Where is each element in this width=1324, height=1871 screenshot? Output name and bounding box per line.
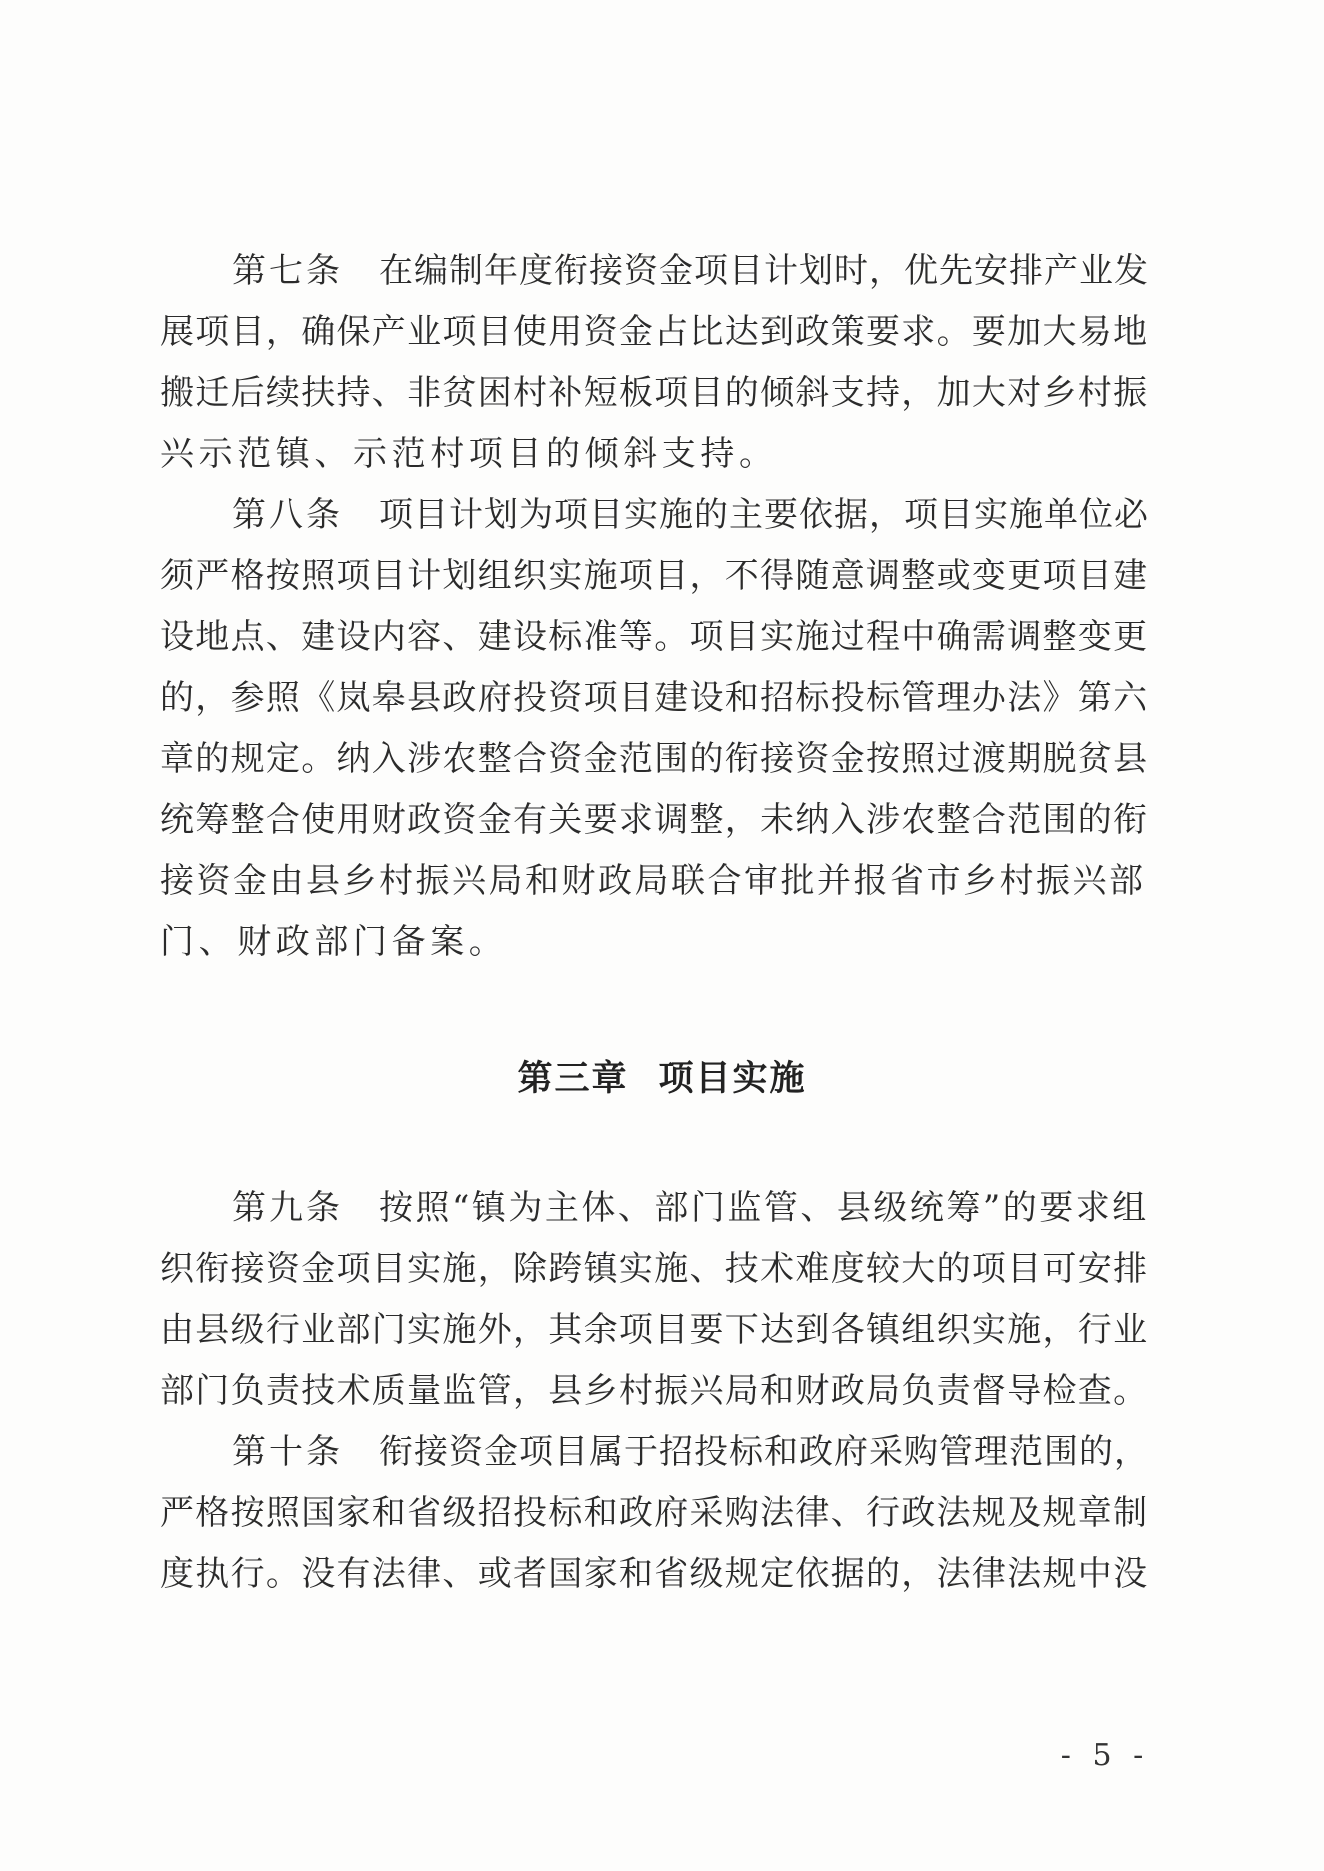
article-8-text: 项目计划为项目实施的主要依据，项目实施单位必 [379,495,1149,535]
article-8-line-3: 设地点、建设内容、建设标准等。项目实施过程中确需调整变更 [160,617,1149,657]
article-9-line-2: 织衔接资金项目实施，除跨镇实施、技术难度较大的项目可安排 [160,1249,1149,1289]
chapter-heading [0,1057,1324,1101]
chapter-number: 第三章 [517,1059,629,1099]
article-7-line-4: 兴示范镇、示范村项目的倾斜支持。 [160,434,778,474]
article-8-line-4: 的，参照《岚皋县政府投资项目建设和招标投标管理办法》第六 [160,678,1149,718]
article-7-line-1 [232,250,1150,292]
article-10-line-1 [232,1431,1150,1473]
article-8-label: 第八条 [232,495,343,535]
article-7-text: 在编制年度衔接资金项目计划时，优先安排产业发 [379,251,1149,291]
article-8-line-1 [232,494,1150,536]
article-9-line-4: 部门负责技术质量监管，县乡村振兴局和财政局负责督导检查。 [160,1371,1149,1411]
article-10-line-3: 度执行。没有法律、或者国家和省级规定依据的，法律法规中没 [160,1554,1149,1594]
chapter-title: 项目实施 [658,1059,807,1099]
article-7-line-2: 展项目，确保产业项目使用资金占比达到政策要求。要加大易地 [160,312,1149,352]
article-8-line-8: 门、财政部门备案。 [160,922,508,962]
article-10-text: 衔接资金项目属于招投标和政府采购管理范围的， [379,1432,1149,1472]
article-9-text: 按照“镇为主体、部门监管、县级统筹”的要求组 [379,1188,1149,1228]
article-7-label: 第七条 [232,251,343,291]
article-9-line-1 [232,1187,1150,1229]
article-7-line-3: 搬迁后续扶持、非贫困村补短板项目的倾斜支持，加大对乡村振 [160,373,1149,413]
article-8-line-5: 章的规定。纳入涉农整合资金范围的衔接资金按照过渡期脱贫县 [160,739,1149,779]
page-number: - 5 - [1060,1738,1150,1773]
article-10-line-2: 严格按照国家和省级招投标和政府采购法律、行政法规及规章制 [160,1493,1149,1533]
article-8-line-2: 须严格按照项目计划组织实施项目，不得随意调整或变更项目建 [160,556,1149,596]
article-9-line-3: 由县级行业部门实施外，其余项目要下达到各镇组织实施，行业 [160,1310,1149,1350]
article-10-label: 第十条 [232,1432,343,1472]
article-8-line-7: 接资金由县乡村振兴局和财政局联合审批并报省市乡村振兴部 [160,861,1146,901]
article-9-label: 第九条 [232,1188,343,1228]
article-8-line-6: 统筹整合使用财政资金有关要求调整，未纳入涉农整合范围的衔 [160,800,1149,840]
